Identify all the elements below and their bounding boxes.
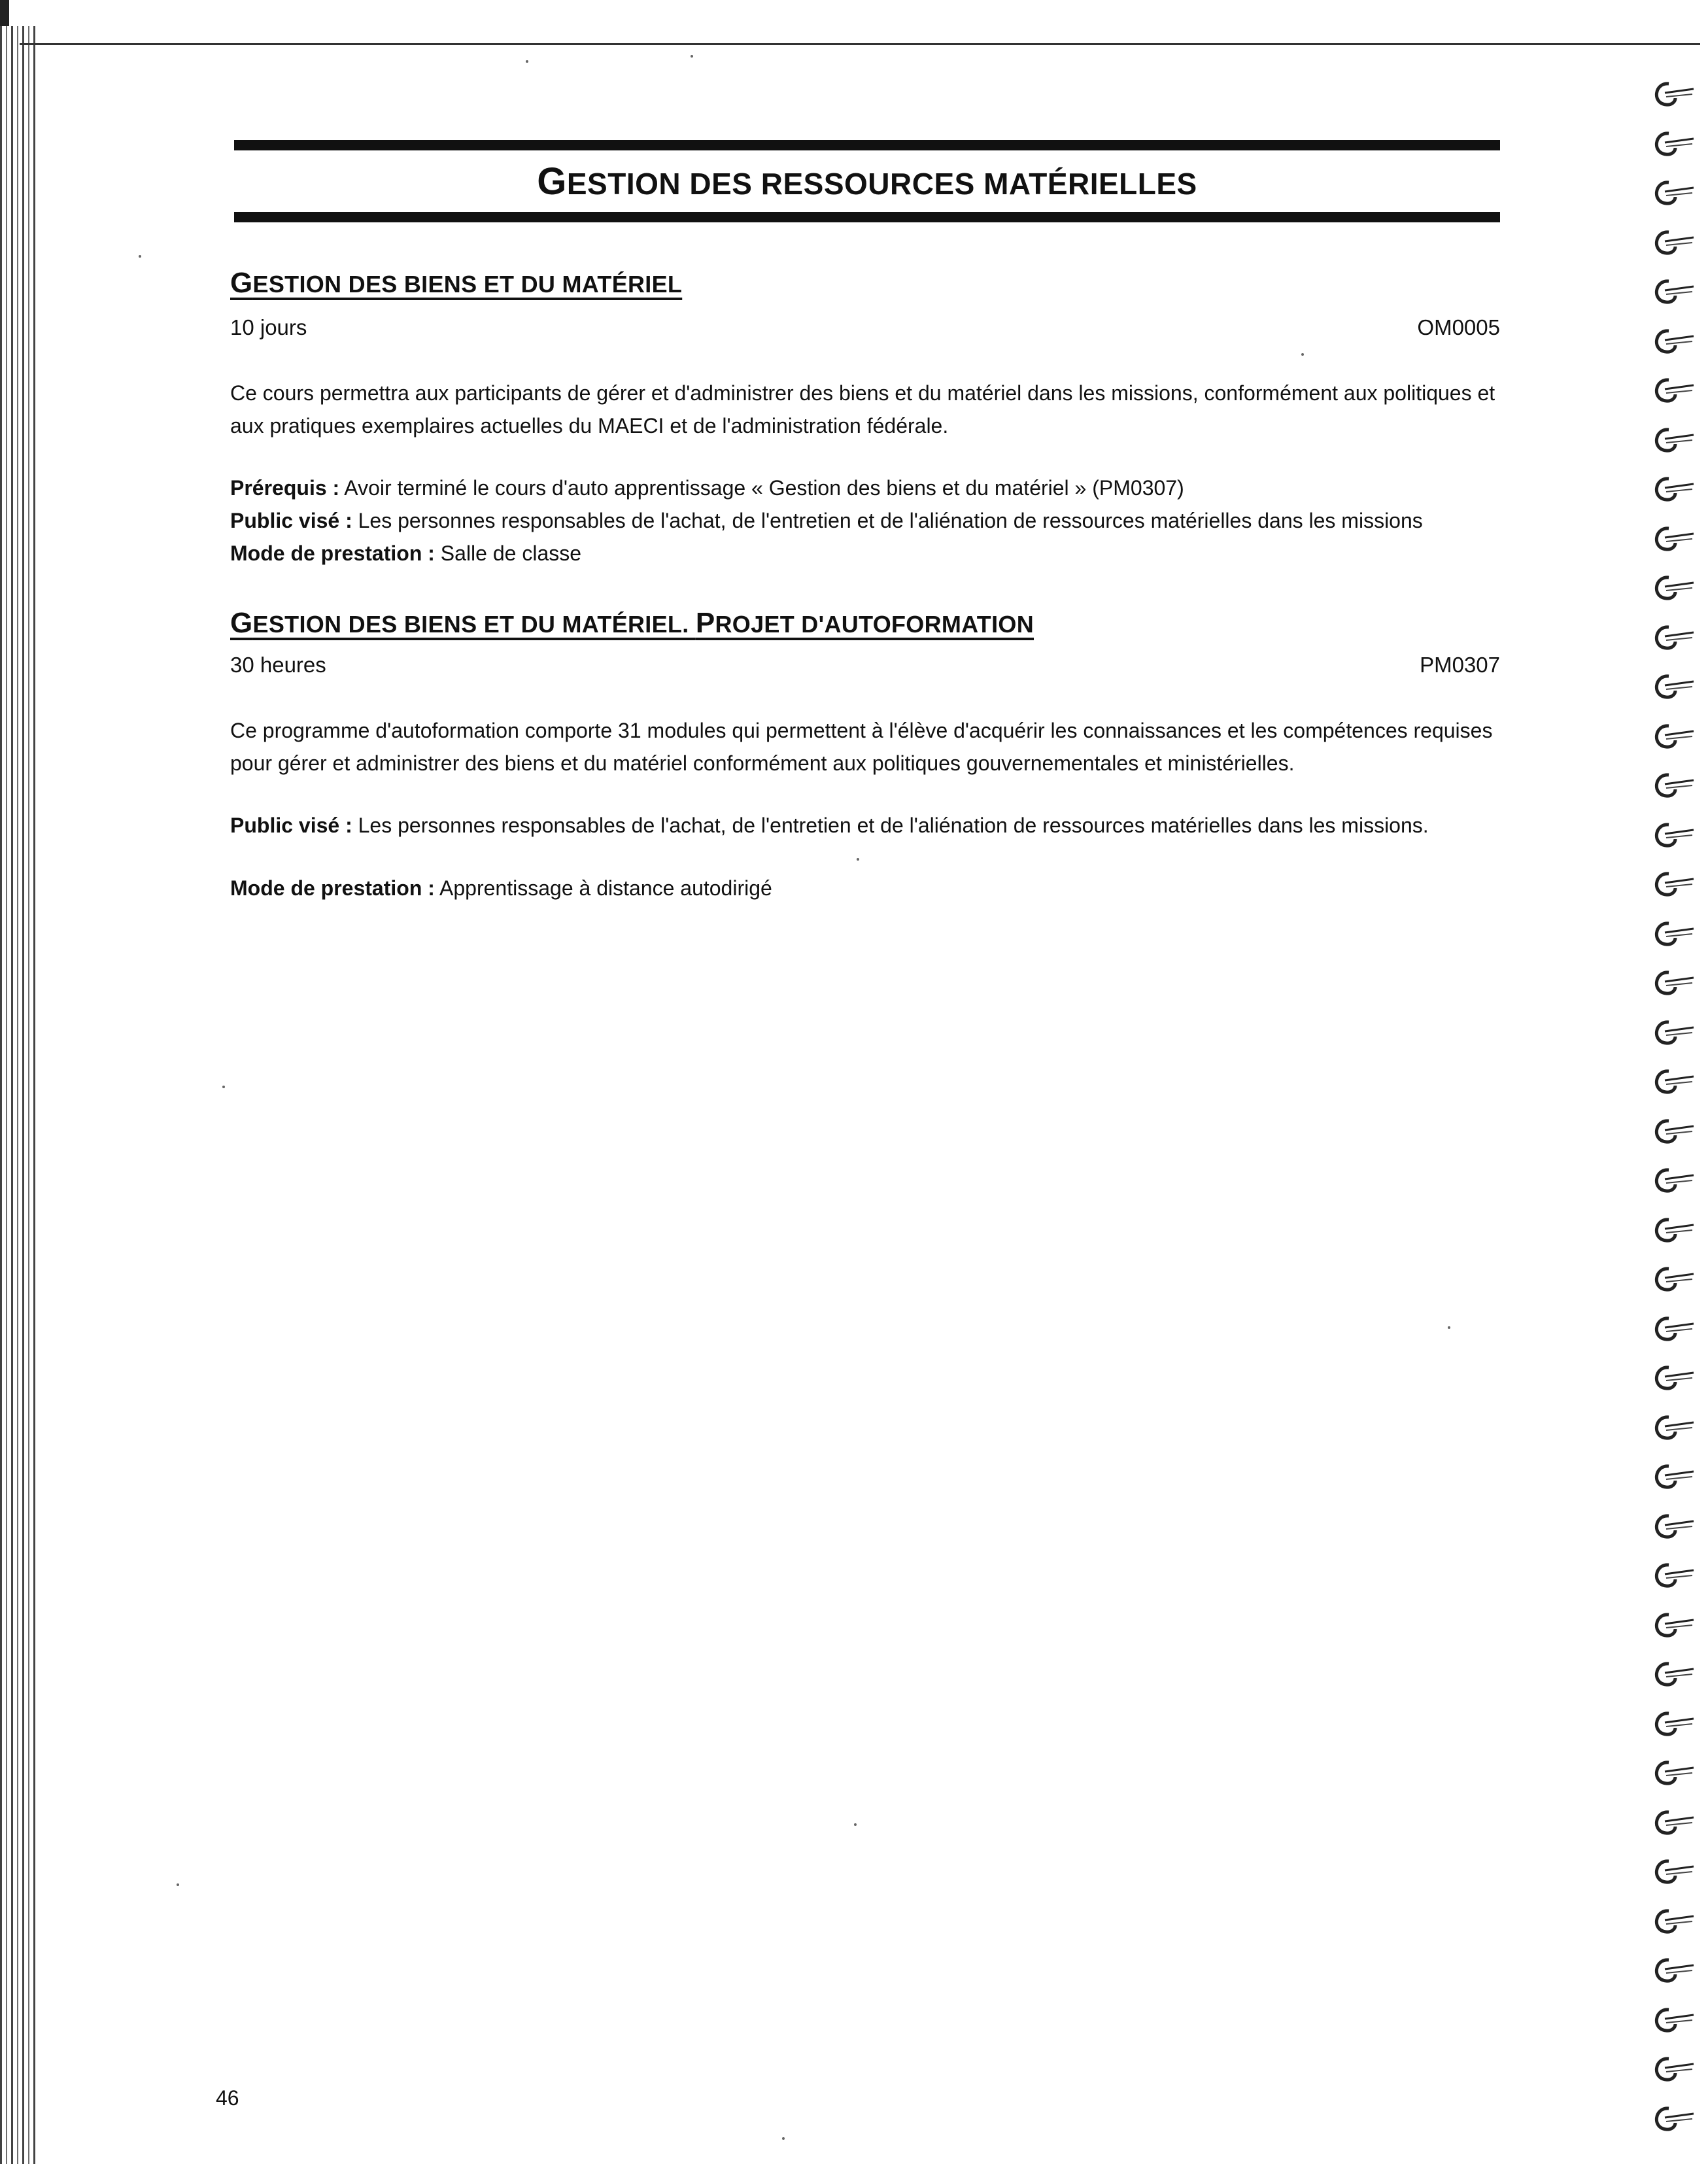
title-rule-bottom (234, 212, 1500, 222)
scan-speck (857, 858, 859, 861)
spiral-coil (1649, 78, 1695, 109)
spiral-coil (1649, 375, 1695, 405)
spiral-coil (1649, 1461, 1695, 1491)
spiral-coil (1649, 523, 1695, 553)
spiral-coil (1649, 1412, 1695, 1442)
course-description: Ce cours permettra aux participants de gérer et d'administrer des biens et du matériel dans les missions, conformément aux politiques et aux pratiques exemplaires actuelles du MAECI et de l'administration fédérale. (230, 381, 1495, 438)
spiral-coil (1649, 1708, 1695, 1738)
spiral-coil (1649, 868, 1695, 899)
spiral-coil (1649, 1511, 1695, 1541)
spiral-coil (1649, 1757, 1695, 1787)
spiral-coil (1649, 227, 1695, 257)
spiral-coil (1649, 2004, 1695, 2035)
scan-speck (177, 1883, 179, 1886)
spiral-coil (1649, 1214, 1695, 1245)
spiral-coil (1649, 473, 1695, 504)
page-number: 46 (216, 2086, 239, 2110)
binding-edge-top (0, 0, 9, 26)
spiral-coil (1649, 1609, 1695, 1640)
spiral-coil (1649, 1263, 1695, 1294)
prerequisite-field: Prérequis : Avoir terminé le cours d'auto apprentissage « Gestion des biens et du matériel » (PM0307) (230, 476, 1184, 500)
scan-top-rule (20, 43, 1700, 45)
spiral-coil (1649, 1955, 1695, 1985)
scan-speck (1301, 353, 1304, 356)
spiral-coil (1649, 1560, 1695, 1590)
scan-speck (526, 60, 528, 63)
audience-field: Public visé : Les personnes responsables de l'achat, de l'entretien et de l'aliénation de ressources matérielles dans les missions. (230, 814, 1429, 837)
spiral-coil (1649, 1116, 1695, 1146)
spiral-coil (1649, 1165, 1695, 1195)
spiral-coil (1649, 819, 1695, 850)
spiral-coil (1649, 2103, 1695, 2133)
delivery-mode-field: Mode de prestation : Salle de classe (230, 541, 582, 565)
spiral-coil (1649, 1906, 1695, 1936)
spiral-coil (1649, 572, 1695, 602)
delivery-mode-field: Mode de prestation : Apprentissage à distance autodirigé (230, 876, 772, 900)
course-description: Ce programme d'autoformation comporte 31 modules qui permettent à l'élève d'acquérir les connaissances et les compétences requises pour gérer et administrer des biens et du matériel conformément aux politiques gouvernementales et ministérielles. (230, 719, 1493, 775)
spiral-coil (1649, 1313, 1695, 1343)
spiral-coil (1649, 177, 1695, 207)
binding-edge (0, 26, 38, 2164)
scan-speck (782, 2137, 785, 2140)
spiral-coil (1649, 671, 1695, 701)
spiral-coil (1649, 276, 1695, 306)
spiral-coil (1649, 918, 1695, 948)
course-duration: 10 jours (230, 315, 307, 339)
spiral-coil (1649, 1807, 1695, 1837)
course-meta (230, 315, 1500, 344)
spiral-coil (1649, 967, 1695, 997)
scan-speck (854, 1823, 857, 1826)
course-duration: 30 heures (230, 653, 326, 677)
page-title: GESTION DES RESSOURCES MATÉRIELLES (537, 160, 1197, 203)
spiral-coil (1649, 1066, 1695, 1096)
course-code: OM0005 (1417, 315, 1500, 339)
spiral-coil (1649, 721, 1695, 751)
spiral-coil (1649, 1017, 1695, 1047)
course-title: GESTION DES BIENS ET DU MATÉRIEL. PROJET D'AUTOFORMATION (230, 607, 1034, 639)
spiral-coil (1649, 1362, 1695, 1392)
course-code: PM0307 (1420, 653, 1500, 677)
scan-speck (691, 55, 693, 58)
scan-speck (222, 1086, 225, 1088)
spiral-coil (1649, 1658, 1695, 1689)
audience-field: Public visé : Les personnes responsables de l'achat, de l'entretien et de l'aliénation de ressources matérielles dans les missions (230, 509, 1423, 532)
course-meta (230, 653, 1500, 681)
spiral-coil (1649, 770, 1695, 800)
course-title: GESTION DES BIENS ET DU MATÉRIEL (230, 267, 683, 299)
title-rule-top (234, 140, 1500, 150)
spiral-coil (1649, 424, 1695, 455)
spiral-coil (1649, 1856, 1695, 1886)
scan-speck (139, 255, 141, 258)
spiral-coil (1649, 622, 1695, 652)
spiral-coil (1649, 326, 1695, 356)
spiral-binding (1636, 13, 1708, 2164)
spiral-coil (1649, 2053, 1695, 2084)
spiral-coil (1649, 128, 1695, 158)
scan-speck (1448, 1326, 1450, 1329)
